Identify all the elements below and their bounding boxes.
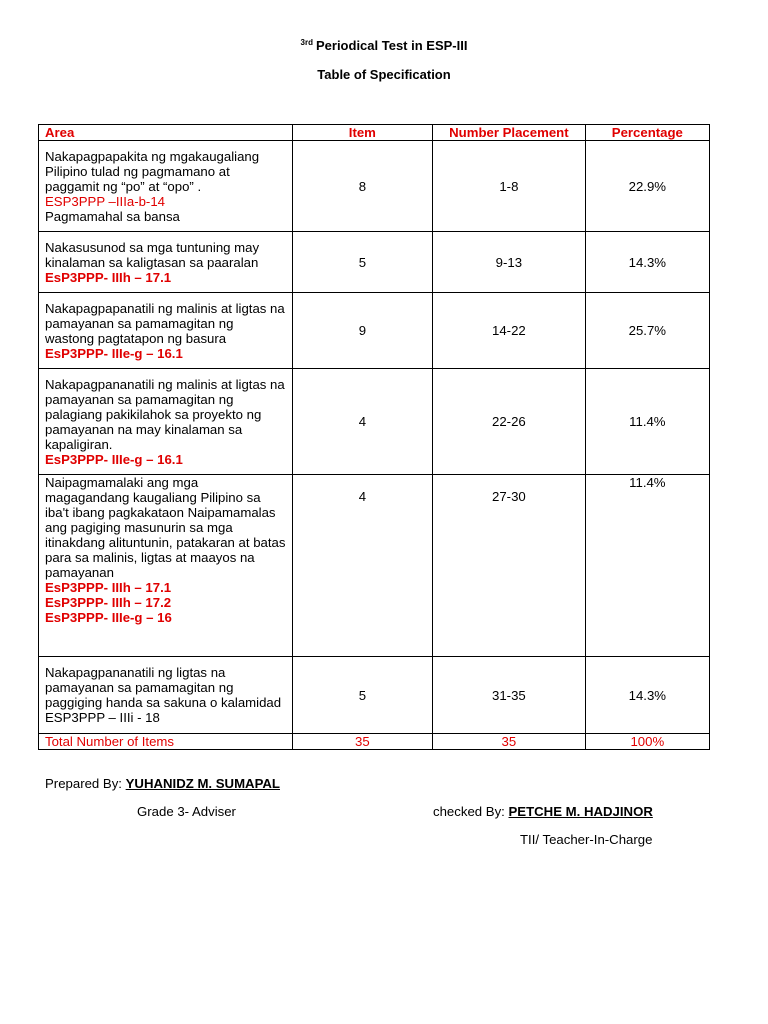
prepared-label: Prepared By: (45, 776, 122, 791)
competency-code: EsP3PPP- IIIe-g – 16.1 (45, 345, 183, 361)
area-cell (39, 475, 293, 657)
checked-by (433, 804, 653, 819)
doc-title (0, 38, 768, 53)
area-cell (39, 657, 293, 734)
percentage-cell: 11.4% (585, 369, 709, 475)
col-header-placement: Number Placement (433, 125, 586, 141)
total-label: Total Number of Items (39, 734, 293, 750)
percentage-cell: 25.7% (585, 293, 709, 369)
competency-code: EsP3PPP- IIIe-g – 16.1 (45, 451, 183, 467)
area-cell (39, 369, 293, 475)
table-header-row (39, 125, 710, 141)
table-row (39, 141, 710, 232)
area-cell (39, 293, 293, 369)
item-cell: 4 (292, 475, 432, 657)
placement-cell: 27-30 (433, 475, 586, 657)
area-cell (39, 232, 293, 293)
total-row (39, 734, 710, 750)
table-row (39, 293, 710, 369)
item-cell: 9 (292, 293, 432, 369)
prepared-name: YUHANIDZ M. SUMAPAL (125, 776, 280, 791)
table-row (39, 475, 710, 657)
percentage-cell: 11.4% (585, 475, 709, 657)
specification-table (38, 124, 710, 750)
total-placement: 35 (433, 734, 586, 750)
prepared-by (45, 776, 280, 791)
area-extra: Pagmamahal sa bansa (45, 208, 180, 224)
total-percentage: 100% (585, 734, 709, 750)
table-row (39, 369, 710, 475)
checked-label: checked By: (433, 804, 505, 819)
competency-code: EsP3PPP- IIIh – 17.1 (45, 269, 172, 285)
doc-subtitle: Table of Specification (317, 67, 451, 82)
table-row (39, 657, 710, 734)
item-cell: 4 (292, 369, 432, 475)
total-item: 35 (292, 734, 432, 750)
item-cell: 5 (292, 232, 432, 293)
competency-code: EsP3PPP- IIIe-g – 16 (45, 610, 172, 625)
competency-code: EsP3PPP- IIIh – 17.2 (45, 595, 172, 610)
percentage-cell: 22.9% (585, 141, 709, 232)
placement-cell: 9-13 (433, 232, 586, 293)
area-text: Nakapagpapanatili ng malinis at ligtas na pamayanan sa pamamagitan ng wastong pagtatapon ng basura (45, 300, 285, 346)
prepared-role: Grade 3- Adviser (137, 804, 236, 819)
checked-role: TII/ Teacher-In-Charge (520, 832, 653, 847)
item-cell: 5 (292, 657, 432, 734)
placement-cell: 1-8 (433, 141, 586, 232)
competency-code: EsP3PPP- IIIh – 17.1 (45, 580, 172, 595)
placement-cell: 22-26 (433, 369, 586, 475)
checked-name: PETCHE M. HADJINOR (508, 804, 653, 819)
competency-code: ESP3PPP –IIIa-b-14 (45, 193, 165, 209)
item-cell: 8 (292, 141, 432, 232)
area-text: Nakapagpapakita ng mgakaugaliang Pilipino tulad ng pagmamano at paggamit ng “po” at “opo” . (45, 148, 260, 194)
area-text: Nakapagpananatili ng ligtas na pamayanan sa pamamagitan ng paggiging handa sa sakuna o kalamidad (45, 665, 282, 710)
area-text: Nakasusunod sa mga tuntuning may kinalaman sa kaligtasan sa paaralan (45, 239, 260, 270)
area-text: Nakapagpananatili ng malinis at ligtas na pamayanan sa pamamagitan ng palagiang pakikilahok sa proyekto ng pamayanan na may kinalaman sa kapaligiran. (45, 376, 285, 452)
placement-cell: 14-22 (433, 293, 586, 369)
ordinal-sup: 3rd (300, 38, 313, 47)
area-text: Naipagmamalaki ang mga magagandang kaugaliang Pilipino sa iba't ibang pagkakataon Naipamamalas ang pagiging masunurin sa mga itinakdang alituntunin, patakaran at batas para sa malinis, ligtas at maayos na pamayanan (45, 475, 286, 580)
col-header-percentage: Percentage (585, 125, 709, 141)
percentage-cell: 14.3% (585, 657, 709, 734)
percentage-cell: 14.3% (585, 232, 709, 293)
col-header-item: Item (292, 125, 432, 141)
placement-cell: 31-35 (433, 657, 586, 734)
competency-code: ESP3PPP – IIIi - 18 (45, 710, 160, 725)
title-text: Periodical Test in ESP-III (315, 38, 468, 53)
col-header-area: Area (39, 125, 293, 141)
table-row (39, 232, 710, 293)
area-cell (39, 141, 293, 232)
